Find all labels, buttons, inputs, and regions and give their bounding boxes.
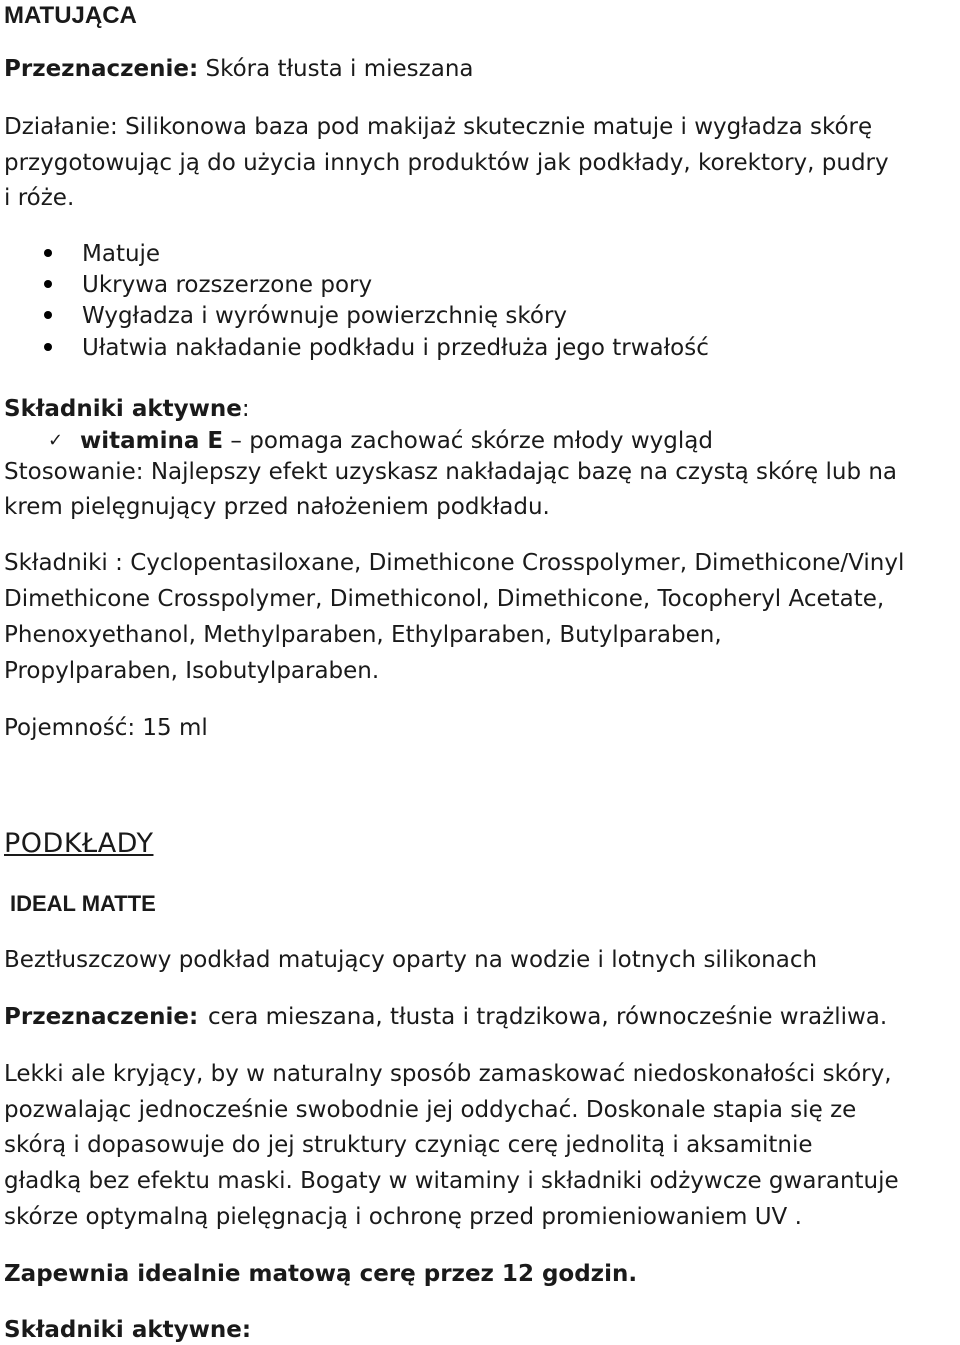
matte-claim: Zapewnia idealnie matową cerę przez 12 godzin.	[4, 1261, 638, 1287]
benefit-item: Wygładza i wyrównuje powierzchnię skóry	[82, 303, 568, 329]
body-line-5: skórze optymalną pielęgnacją i ochronę przed promieniowaniem UV .	[4, 1204, 802, 1230]
check-mark-icon: ✓	[48, 430, 64, 451]
ingredient-name: witamina E	[80, 428, 224, 454]
usage-line-1: Stosowanie: Najlepszy efekt uzyskasz nakładając bazę na czystą skórę lub na	[4, 459, 898, 485]
foundations-heading: PODKŁADY	[4, 828, 154, 859]
active-ingredients-heading-2: Składniki aktywne:	[4, 1317, 252, 1343]
body-line-2: pozwalając jednocześnie swobodnie jej oddychać. Doskonale stapia się ze	[4, 1097, 857, 1123]
active-ingredients-heading	[4, 398, 250, 421]
ingredients-line-2: Dimethicone Crosspolymer, Dimethiconol, Dimethicone, Tocopheryl Acetate,	[4, 586, 885, 612]
body-line-1: Lekki ale kryjący, by w naturalny sposób zamaskować niedoskonałości skóry,	[4, 1061, 892, 1087]
action-line-2: przygotowując ją do użycia innych produktów jak podkłady, korektory, pudry	[4, 150, 889, 176]
action-line-3: i róże.	[4, 185, 75, 211]
body-line-4: gładką bez efektu maski. Bogaty w witaminy i składniki odżywcze gwarantuje	[4, 1168, 899, 1194]
purpose-value: Skóra tłusta i mieszana	[198, 56, 474, 82]
product-description: Beztłuszczowy podkład matujący oparty na wodzie i lotnych silikonach	[4, 947, 818, 973]
body-line-3: skórą i dopasowuje do jej struktury czyniąc cerę jednolitą i aksamitnie	[4, 1132, 813, 1158]
ingredient-description: – pomaga zachować skórze młody wygląd	[223, 428, 713, 454]
bullet-dot-icon	[44, 311, 52, 319]
active-label: Składniki aktywne	[4, 396, 242, 422]
active-ingredient-item	[80, 430, 713, 453]
purpose-label-2: Przeznaczenie:	[4, 1004, 199, 1030]
benefit-item: Ułatwia nakładanie podkładu i przedłuża jego trwałość	[82, 335, 709, 361]
active-colon: :	[241, 396, 250, 422]
ingredients-line-3: Phenoxyethanol, Methylparaben, Ethylparaben, Butylparaben,	[4, 622, 722, 648]
capacity: Pojemność: 15 ml	[4, 715, 208, 741]
purpose-line-2	[4, 1006, 198, 1029]
product-name: IDEAL MATTE	[10, 891, 156, 916]
bullet-dot-icon	[44, 249, 52, 257]
bullet-dot-icon	[44, 343, 52, 351]
purpose-line	[4, 58, 474, 81]
bullet-dot-icon	[44, 280, 52, 288]
section-title: MATUJĄCA	[4, 2, 137, 29]
ingredients-line-4: Propylparaben, Isobutylparaben.	[4, 658, 380, 684]
benefit-item: Ukrywa rozszerzone pory	[82, 272, 373, 298]
purpose-value-2: cera mieszana, tłusta i trądzikowa, równocześnie wrażliwa.	[208, 1004, 888, 1030]
purpose-label: Przeznaczenie:	[4, 56, 199, 82]
benefit-item: Matuje	[82, 241, 161, 267]
ingredients-line-1: Składniki : Cyclopentasiloxane, Dimethicone Crosspolymer, Dimethicone/Vinyl	[4, 550, 905, 576]
usage-line-2: krem pielęgnujący przed nałożeniem podkładu.	[4, 494, 550, 520]
action-line-1: Działanie: Silikonowa baza pod makijaż skutecznie matuje i wygładza skórę	[4, 114, 873, 140]
